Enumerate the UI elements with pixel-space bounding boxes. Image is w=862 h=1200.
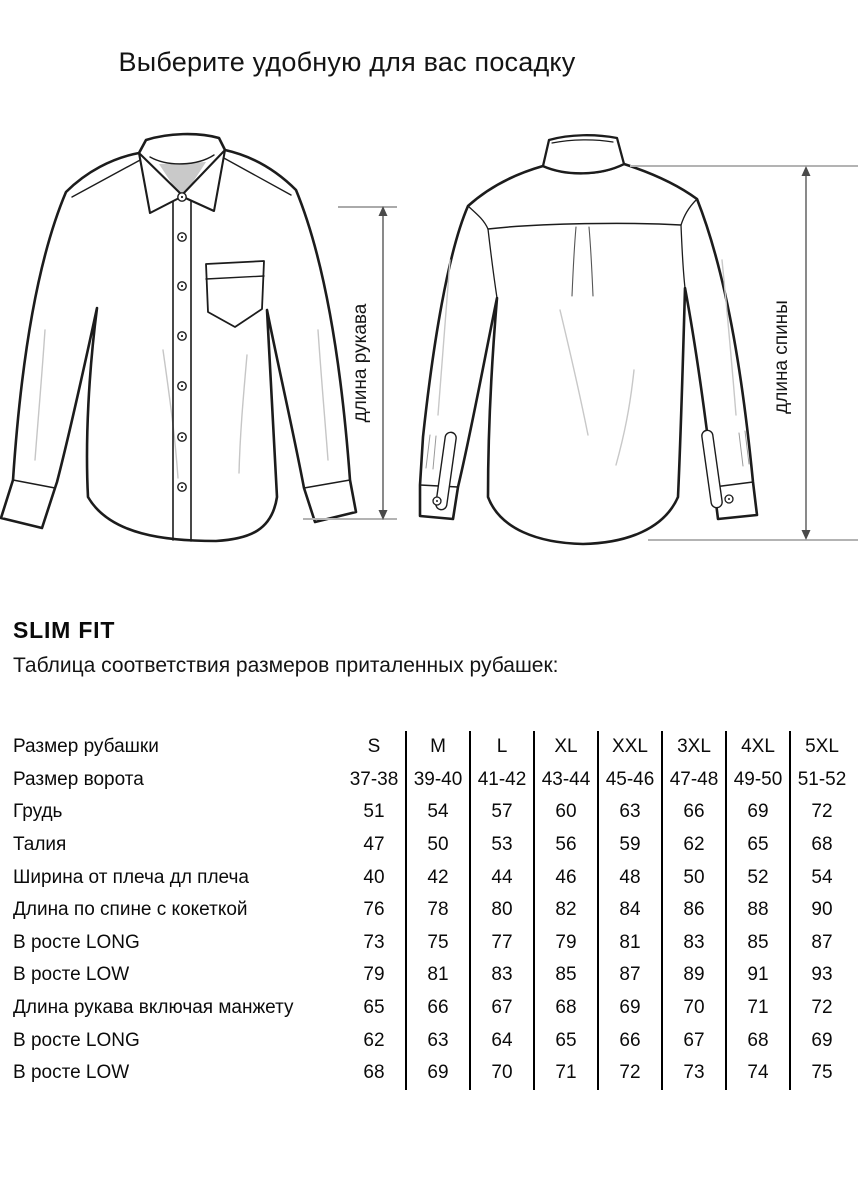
cell-value: 46	[534, 861, 598, 894]
cell-value: 88	[726, 894, 790, 927]
cell-value: 62	[363, 1029, 385, 1051]
cell-value: 40	[363, 866, 385, 888]
cell-value: 66	[406, 992, 470, 1025]
cell-value: 68	[534, 992, 598, 1025]
cell-value: 69	[790, 1024, 853, 1057]
cell-value: 50	[406, 829, 470, 862]
cell-value: 5XL	[790, 731, 853, 764]
cell-value: 54	[406, 796, 470, 829]
cell-value: 70	[470, 1057, 534, 1090]
cell-value: L	[470, 731, 534, 764]
row-label: Талия	[13, 834, 67, 856]
cell-value: 84	[598, 894, 662, 927]
cell-value: 54	[790, 861, 853, 894]
shirt-diagrams	[0, 130, 862, 600]
cell-value: 69	[726, 796, 790, 829]
cell-value: 48	[598, 861, 662, 894]
cell-value: 67	[470, 992, 534, 1025]
table-row	[10, 894, 853, 927]
cell-value: 67	[662, 1024, 726, 1057]
cell-value: 62	[662, 829, 726, 862]
row-label: В росте LOW	[13, 1062, 130, 1084]
cell-value: 76	[363, 899, 385, 921]
fit-subtitle: Таблица соответствия размеров приталенных рубашек:	[13, 654, 559, 677]
table-row	[10, 861, 853, 894]
cell-value: 85	[534, 959, 598, 992]
cell-value: 45-46	[598, 764, 662, 797]
cell-value: 71	[726, 992, 790, 1025]
cell-value: 74	[726, 1057, 790, 1090]
cell-value: 83	[470, 959, 534, 992]
cell-value: 42	[406, 861, 470, 894]
cell-value: 82	[534, 894, 598, 927]
cell-value: 4XL	[726, 731, 790, 764]
cell-value: XXL	[598, 731, 662, 764]
cell-value: 51-52	[790, 764, 853, 797]
cell-value: 3XL	[662, 731, 726, 764]
cell-value: 71	[534, 1057, 598, 1090]
table-row	[10, 1057, 853, 1090]
cell-value: 91	[726, 959, 790, 992]
cell-value: 68	[726, 1024, 790, 1057]
table-row	[10, 927, 853, 960]
cell-value: 65	[363, 997, 385, 1019]
cell-value: 51	[363, 801, 385, 823]
row-label: Размер ворота	[13, 768, 144, 790]
cell-value: 50	[662, 861, 726, 894]
cell-value: 52	[726, 861, 790, 894]
cell-value: 60	[534, 796, 598, 829]
cell-value: 69	[406, 1057, 470, 1090]
cell-value: 66	[662, 796, 726, 829]
row-label: В росте LONG	[13, 1029, 140, 1051]
cell-value: 85	[726, 927, 790, 960]
cell-value: 65	[726, 829, 790, 862]
cell-value: 63	[598, 796, 662, 829]
table-row	[10, 731, 853, 764]
cell-value: 72	[790, 992, 853, 1025]
table-row	[10, 992, 853, 1025]
cell-value: 59	[598, 829, 662, 862]
fit-heading: SLIM FIT	[13, 617, 116, 643]
cell-value: 56	[534, 829, 598, 862]
cell-value: 90	[790, 894, 853, 927]
cell-value: 73	[363, 931, 385, 953]
back-length-label: длина спины	[771, 300, 792, 414]
row-label: Ширина от плеча дл плеча	[13, 866, 249, 888]
row-label: Длина по спине с кокеткой	[13, 899, 248, 921]
cell-value: 87	[598, 959, 662, 992]
cell-value: 81	[406, 959, 470, 992]
cell-value: 79	[363, 964, 385, 986]
cell-value: 77	[470, 927, 534, 960]
row-label: В росте LOW	[13, 964, 130, 986]
cell-value: 68	[790, 829, 853, 862]
cell-value: 65	[534, 1024, 598, 1057]
back-shirt-drawing	[420, 135, 757, 544]
cell-value: M	[406, 731, 470, 764]
cell-value: 72	[790, 796, 853, 829]
cell-value: 44	[470, 861, 534, 894]
cell-value: 86	[662, 894, 726, 927]
cell-value: 83	[662, 927, 726, 960]
cell-value: 87	[790, 927, 853, 960]
cell-value: 72	[598, 1057, 662, 1090]
cell-value: 64	[470, 1024, 534, 1057]
cell-value: 70	[662, 992, 726, 1025]
cell-value: 89	[662, 959, 726, 992]
cell-value: 39-40	[406, 764, 470, 797]
size-table	[10, 731, 853, 1090]
cell-value: 49-50	[726, 764, 790, 797]
row-label: Размер рубашки	[13, 736, 159, 758]
row-label: Длина рукава включая манжету	[13, 997, 294, 1019]
table-row	[10, 764, 853, 797]
cell-value: 47	[363, 834, 385, 856]
cell-value: 73	[662, 1057, 726, 1090]
cell-value: 66	[598, 1024, 662, 1057]
cell-value: 79	[534, 927, 598, 960]
page-title: Выберите удобную для вас посадку	[118, 47, 576, 77]
table-row	[10, 796, 853, 829]
cell-value: 69	[598, 992, 662, 1025]
cell-value: 75	[790, 1057, 853, 1090]
cell-value: 80	[470, 894, 534, 927]
row-label: Грудь	[13, 801, 63, 823]
back-collar	[543, 135, 624, 173]
cell-value: S	[367, 736, 381, 758]
cell-value: 93	[790, 959, 853, 992]
cell-value: 78	[406, 894, 470, 927]
table-row	[10, 1024, 853, 1057]
cell-value: XL	[534, 731, 598, 764]
cell-value: 41-42	[470, 764, 534, 797]
front-shirt-drawing	[1, 134, 356, 541]
cell-value: 53	[470, 829, 534, 862]
sleeve-length-label: длина рукава	[350, 303, 371, 423]
cell-value: 63	[406, 1024, 470, 1057]
table-row	[10, 829, 853, 862]
cell-value: 37-38	[349, 768, 399, 790]
table-row	[10, 959, 853, 992]
row-label: В росте LONG	[13, 931, 140, 953]
cell-value: 81	[598, 927, 662, 960]
cell-value: 47-48	[662, 764, 726, 797]
cell-value: 75	[406, 927, 470, 960]
size-table-body	[10, 731, 853, 1090]
cell-value: 68	[363, 1062, 385, 1084]
cell-value: 57	[470, 796, 534, 829]
cell-value: 43-44	[534, 764, 598, 797]
